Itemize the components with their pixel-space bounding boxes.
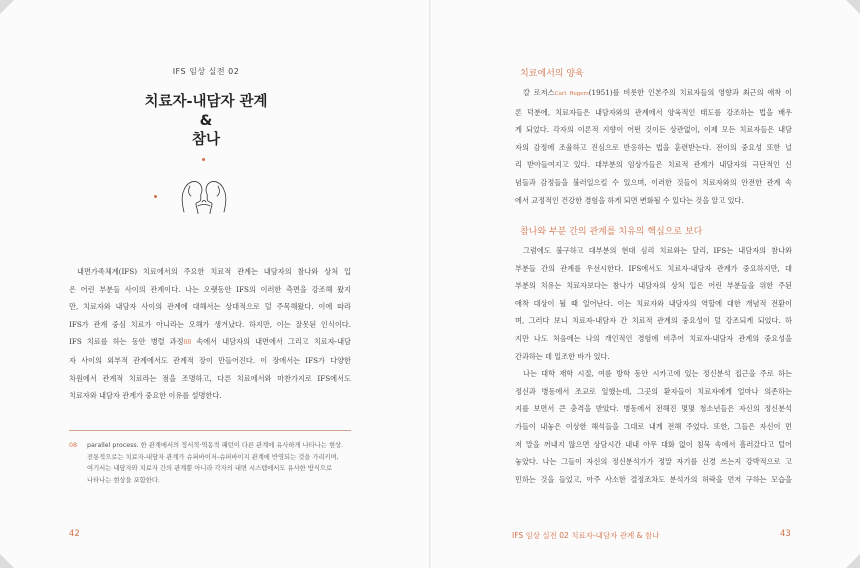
text-line: [69, 333, 351, 352]
accent-dot: [154, 195, 157, 198]
chapter-label: IFS 임상 실전 02: [172, 67, 240, 76]
footnote-divider: [69, 430, 351, 431]
text-line: 지를 보면서 큰 충격을 받았다. 병동에서 전해진 몇몇 청소년들은 자신의 정신분석: [515, 404, 792, 414]
chapter-intro-paragraph: [69, 263, 351, 405]
text-line: 그럼에도 불구하고 대부분의 현대 심리 치료와는 달리, IFS는 내담자의 참나와: [523, 246, 792, 255]
footnote-line: 나타나는 현상을 포함한다.: [87, 476, 160, 484]
footnote-line: 여기서는 내담자와 치료자 간의 관계뿐 아니라 각자의 내면 시스템에서도 유사한 방식으로: [87, 465, 333, 473]
footnote-line: parallel process. 한 관계에서의 정서적·역동적 패턴이 다른 관계에 유사하게 나타나는 현상.: [87, 442, 344, 449]
running-head: IFS 임상 실전 02 치료자-내담자 관계 & 참나: [512, 531, 660, 540]
text-line: IFS가 관계 중심 치료가 아니라는 오해가 생겨났다. 하지만, 이는 잘못된 인식이다.: [69, 319, 351, 329]
right-page: [431, 0, 860, 568]
section-heading: 치료에서의 양육: [520, 69, 584, 79]
text-line: 자의 감정에 조율하고 진심으로 반응하는 법을 훈련받는다. 전이의 중요성 또한 널: [515, 142, 792, 152]
page-number: 42: [69, 529, 80, 539]
chapter-title: [0, 93, 412, 150]
text-line: 지만 나도 처음에는 나의 개인적인 경험에 비추어 치료자-내담자 관계의 중요성을: [515, 333, 792, 343]
text-segment: 칼 로저스: [523, 88, 555, 97]
chapter-title-line: 참나: [191, 132, 220, 148]
text-line: 은 어린 부분들 사이의 관계이다. 나는 오랫동안 IFS의 이러한 측면을 강조해 왔지: [69, 284, 351, 294]
footnote-text: [87, 440, 351, 486]
section-paragraph: [515, 242, 792, 488]
left-page: [0, 0, 429, 568]
footnote-reference[interactable]: 08: [183, 339, 192, 347]
text-line: 며, 그러다 보니 치료자-내담자 간 치료적 관계의 중요성이 덜 강조되게 되었다. 하: [515, 316, 792, 326]
text-line: 리 받아들여지고 있다. 대부분의 임상가들은 치료적 관계가 내담자의 극단적인 신: [515, 160, 792, 170]
text-line: 에서 교정적인 건강한 경험을 하게 되면 변화될 수 있다는 것을 알고 있다.: [515, 195, 744, 205]
section-paragraph: [515, 84, 792, 209]
chapter-title-line: &: [199, 113, 213, 129]
text-line: 만, 치료자와 내담자 사이의 관계에 대해서는 상대적으로 덜 주목해왔다. 이에 따라: [69, 302, 351, 312]
text-segment: 속에서 내담자의 내면에서 그리고 치료자-내담: [191, 337, 351, 347]
text-line: 부분의 치유는 치료자보다는 참나가 내담자의 상처 입은 어린 부분들을 위한 주된: [515, 281, 792, 291]
text-segment: IFS 치료를 하는 동안 병렬 과정: [69, 337, 184, 347]
accent-dot: [202, 158, 205, 161]
text-line: 저 말을 꺼내지 않으면 상담시간 내내 아무 대화 없이 침묵 속에서 흘러갔다고 털어: [515, 439, 792, 449]
page-number: 43: [780, 529, 791, 539]
author-citation: Carl Rogers: [554, 91, 589, 97]
text-line: [515, 84, 792, 104]
footnote: [69, 440, 351, 486]
text-line: 민하는 것을 들었고, 아주 사소한 결정조차도 분석가의 허락을 먼저 구하는 모습을: [515, 474, 792, 484]
text-line: 자 사이의 외부적 관계에서도 관계적 장이 만들어진다. 이 장에서는 IFS가 다양한: [69, 355, 351, 365]
text-segment: (1951)를 비롯한 인본주의 치료자들의 영향과 최근의 애착 이: [588, 88, 792, 97]
text-line: 념들과 감정들을 불러일으킬 수 있으며, 이러한 것들이 치료자와의 안전한 관계 속: [515, 177, 792, 187]
footnote-number: 08: [69, 442, 78, 449]
text-line: 애착 대상이 될 때 일어난다. 이는 치료자와 내담자의 역할에 대한 개념적 전환이: [515, 298, 792, 308]
text-line: 게 되었다. 각자의 이론적 지향이 어떤 것이든 상관없이, 이제 모든 치료자들은 내담: [515, 125, 792, 135]
text-line: 치료자와 내담자 관계가 중요한 이유를 설명한다.: [69, 391, 222, 401]
text-line: 놓았다. 나는 그들이 자신의 정신분석가가 정말 자기를 신경 쓰는지 강박적으로 고: [515, 457, 792, 467]
text-line: 부분들 간의 관계를 우선시한다. IFS에서도 치료자-내담자 관계가 중요하지만, 대: [515, 263, 792, 273]
footnote-line: 전통적으로는 치료자-내담자 관계가 슈퍼바이저-슈퍼바이지 관계에 반영되는 것을 가리키며,: [87, 453, 339, 461]
text-line: 간과하는 데 일조한 바가 있다.: [515, 351, 610, 361]
text-line: 론 덕분에, 치료자들은 내담자와의 관계에서 양육적인 태도를 강조하는 법을 배우: [515, 107, 792, 117]
text-line: 정신과 병동에서 조교로 일했는데, 그곳의 환자들이 치료자에게 얼마나 의존하는: [515, 386, 792, 396]
text-line: 차원에서 관계적 치료라는 점을 조명하고, 다른 치료에서와 마찬가지로 IFS에서도: [69, 373, 351, 383]
chapter-title-line: 치료자-내담자 관계: [144, 94, 268, 110]
text-line: 나는 대학 재학 시절, 여름 방학 동안 시카고에 있는 정신분석 접근을 주로 하는: [523, 369, 792, 379]
two-faces-illustration-icon: [176, 168, 232, 214]
text-line: 내면가족체계(IFS) 치료에서의 주요한 치료적 관계는 내담자의 참나와 상처 입: [77, 267, 351, 276]
section-heading: 참나와 부분 간의 관계를 치유의 핵심으로 보다: [520, 227, 703, 237]
text-line: 가들이 내놓은 이상한 해석들을 그대로 내게 전해 주었다. 또한, 그들은 자신이 먼: [515, 421, 792, 431]
